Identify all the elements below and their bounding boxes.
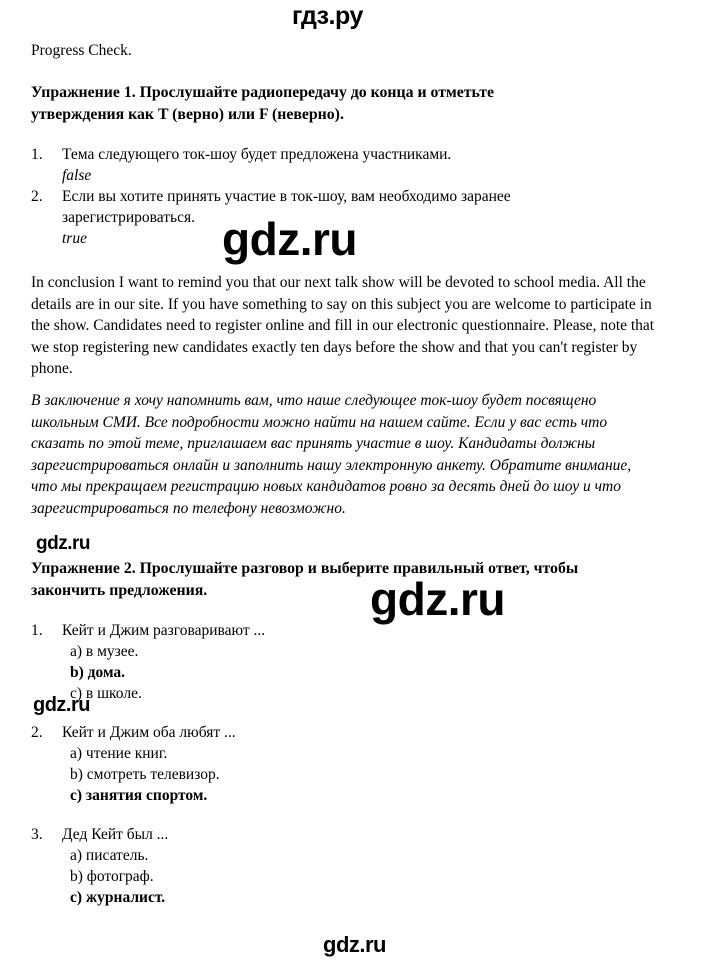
exercise-1-item-number: 1.	[31, 146, 43, 163]
exercise-2-question-stem: Кейт и Джим оба любят ...	[62, 724, 236, 741]
exercise-2-question-number: 2.	[31, 724, 43, 741]
exercise-2-q2-option-a[interactable]: a) чтение книг.	[70, 745, 168, 762]
exercise-2-q2-option-c[interactable]: c) занятия спортом.	[70, 787, 208, 804]
watermark-large-lower: gdz.ru	[370, 573, 505, 625]
transcript-english: In conclusion I want to remind you that our next talk show will be devoted to school media. All the details are in our site. If you have something to say on this subject you are welcome to participate in the show. Candidates need to register online and fill in our electronic questionnaire. Please, note that we stop registering new candidates exactly ten days before the show and that you can't register by phone.	[31, 274, 655, 377]
exercise-1-item-statement: Тема следующего ток-шоу будет предложена участниками.	[62, 146, 452, 163]
exercise-2-q3-option-b[interactable]: b) фотограф.	[70, 868, 154, 885]
transcript-russian: В заключение я хочу напомнить вам, что наше следующее ток-шоу будет посвящено школьным СМИ. Все подробности можно найти на нашем сайте. Если у вас есть что сказать по этой теме, приглашаем вас принять участие в шоу. Кандидаты должны зарегистрироваться онлайн и заполнить нашу электронную анкету. Обратите внимание, что мы прекращаем регистрацию новых кандидатов ровно за десять дней до шоу и что зарегистрироваться по телефону невозможно.	[31, 392, 632, 517]
exercise-1-heading: Упражнение 1. Прослушайте радиопередачу до конца и отметьте утверждения как T (верно) или F (неверно).	[31, 84, 495, 123]
exercise-2-question-stem: Кейт и Джим разговаривают ...	[62, 622, 266, 639]
exercise-1-item-answer: false	[62, 167, 92, 184]
watermark-bottom: gdz.ru	[323, 932, 386, 957]
page-title: Progress Check.	[31, 42, 132, 59]
exercise-2-q3-option-a[interactable]: a) писатель.	[70, 847, 149, 864]
exercise-2-q1-option-c[interactable]: c) в школе.	[70, 685, 142, 702]
watermark-large-upper: gdz.ru	[222, 213, 357, 265]
watermark-small-lower: gdz.ru	[33, 694, 90, 716]
watermark-top: гдз.ру	[292, 2, 363, 30]
exercise-2-q3-option-c[interactable]: c) журналист.	[70, 889, 166, 906]
exercise-2-q2-option-b[interactable]: b) смотреть телевизор.	[70, 766, 220, 783]
exercise-2-q1-option-a[interactable]: a) в музее.	[70, 643, 139, 660]
exercise-2-question-stem: Дед Кейт был ...	[62, 826, 169, 843]
exercise-1-item-number: 2.	[31, 188, 43, 205]
exercise-1-item-answer: true	[62, 230, 87, 247]
exercise-2-heading: Упражнение 2. Прослушайте разговор и выберите правильный ответ, чтобы закончить предложения.	[31, 560, 579, 599]
exercise-1-item-statement: Если вы хотите принять участие в ток-шоу, вам необходимо заранее зарегистрироваться.	[62, 188, 511, 226]
watermark-small-upper: gdz.ru	[36, 533, 90, 554]
exercise-2-question-number: 1.	[31, 622, 43, 639]
exercise-2-question-number: 3.	[31, 826, 43, 843]
exercise-2-q1-option-b[interactable]: b) дома.	[70, 664, 126, 681]
